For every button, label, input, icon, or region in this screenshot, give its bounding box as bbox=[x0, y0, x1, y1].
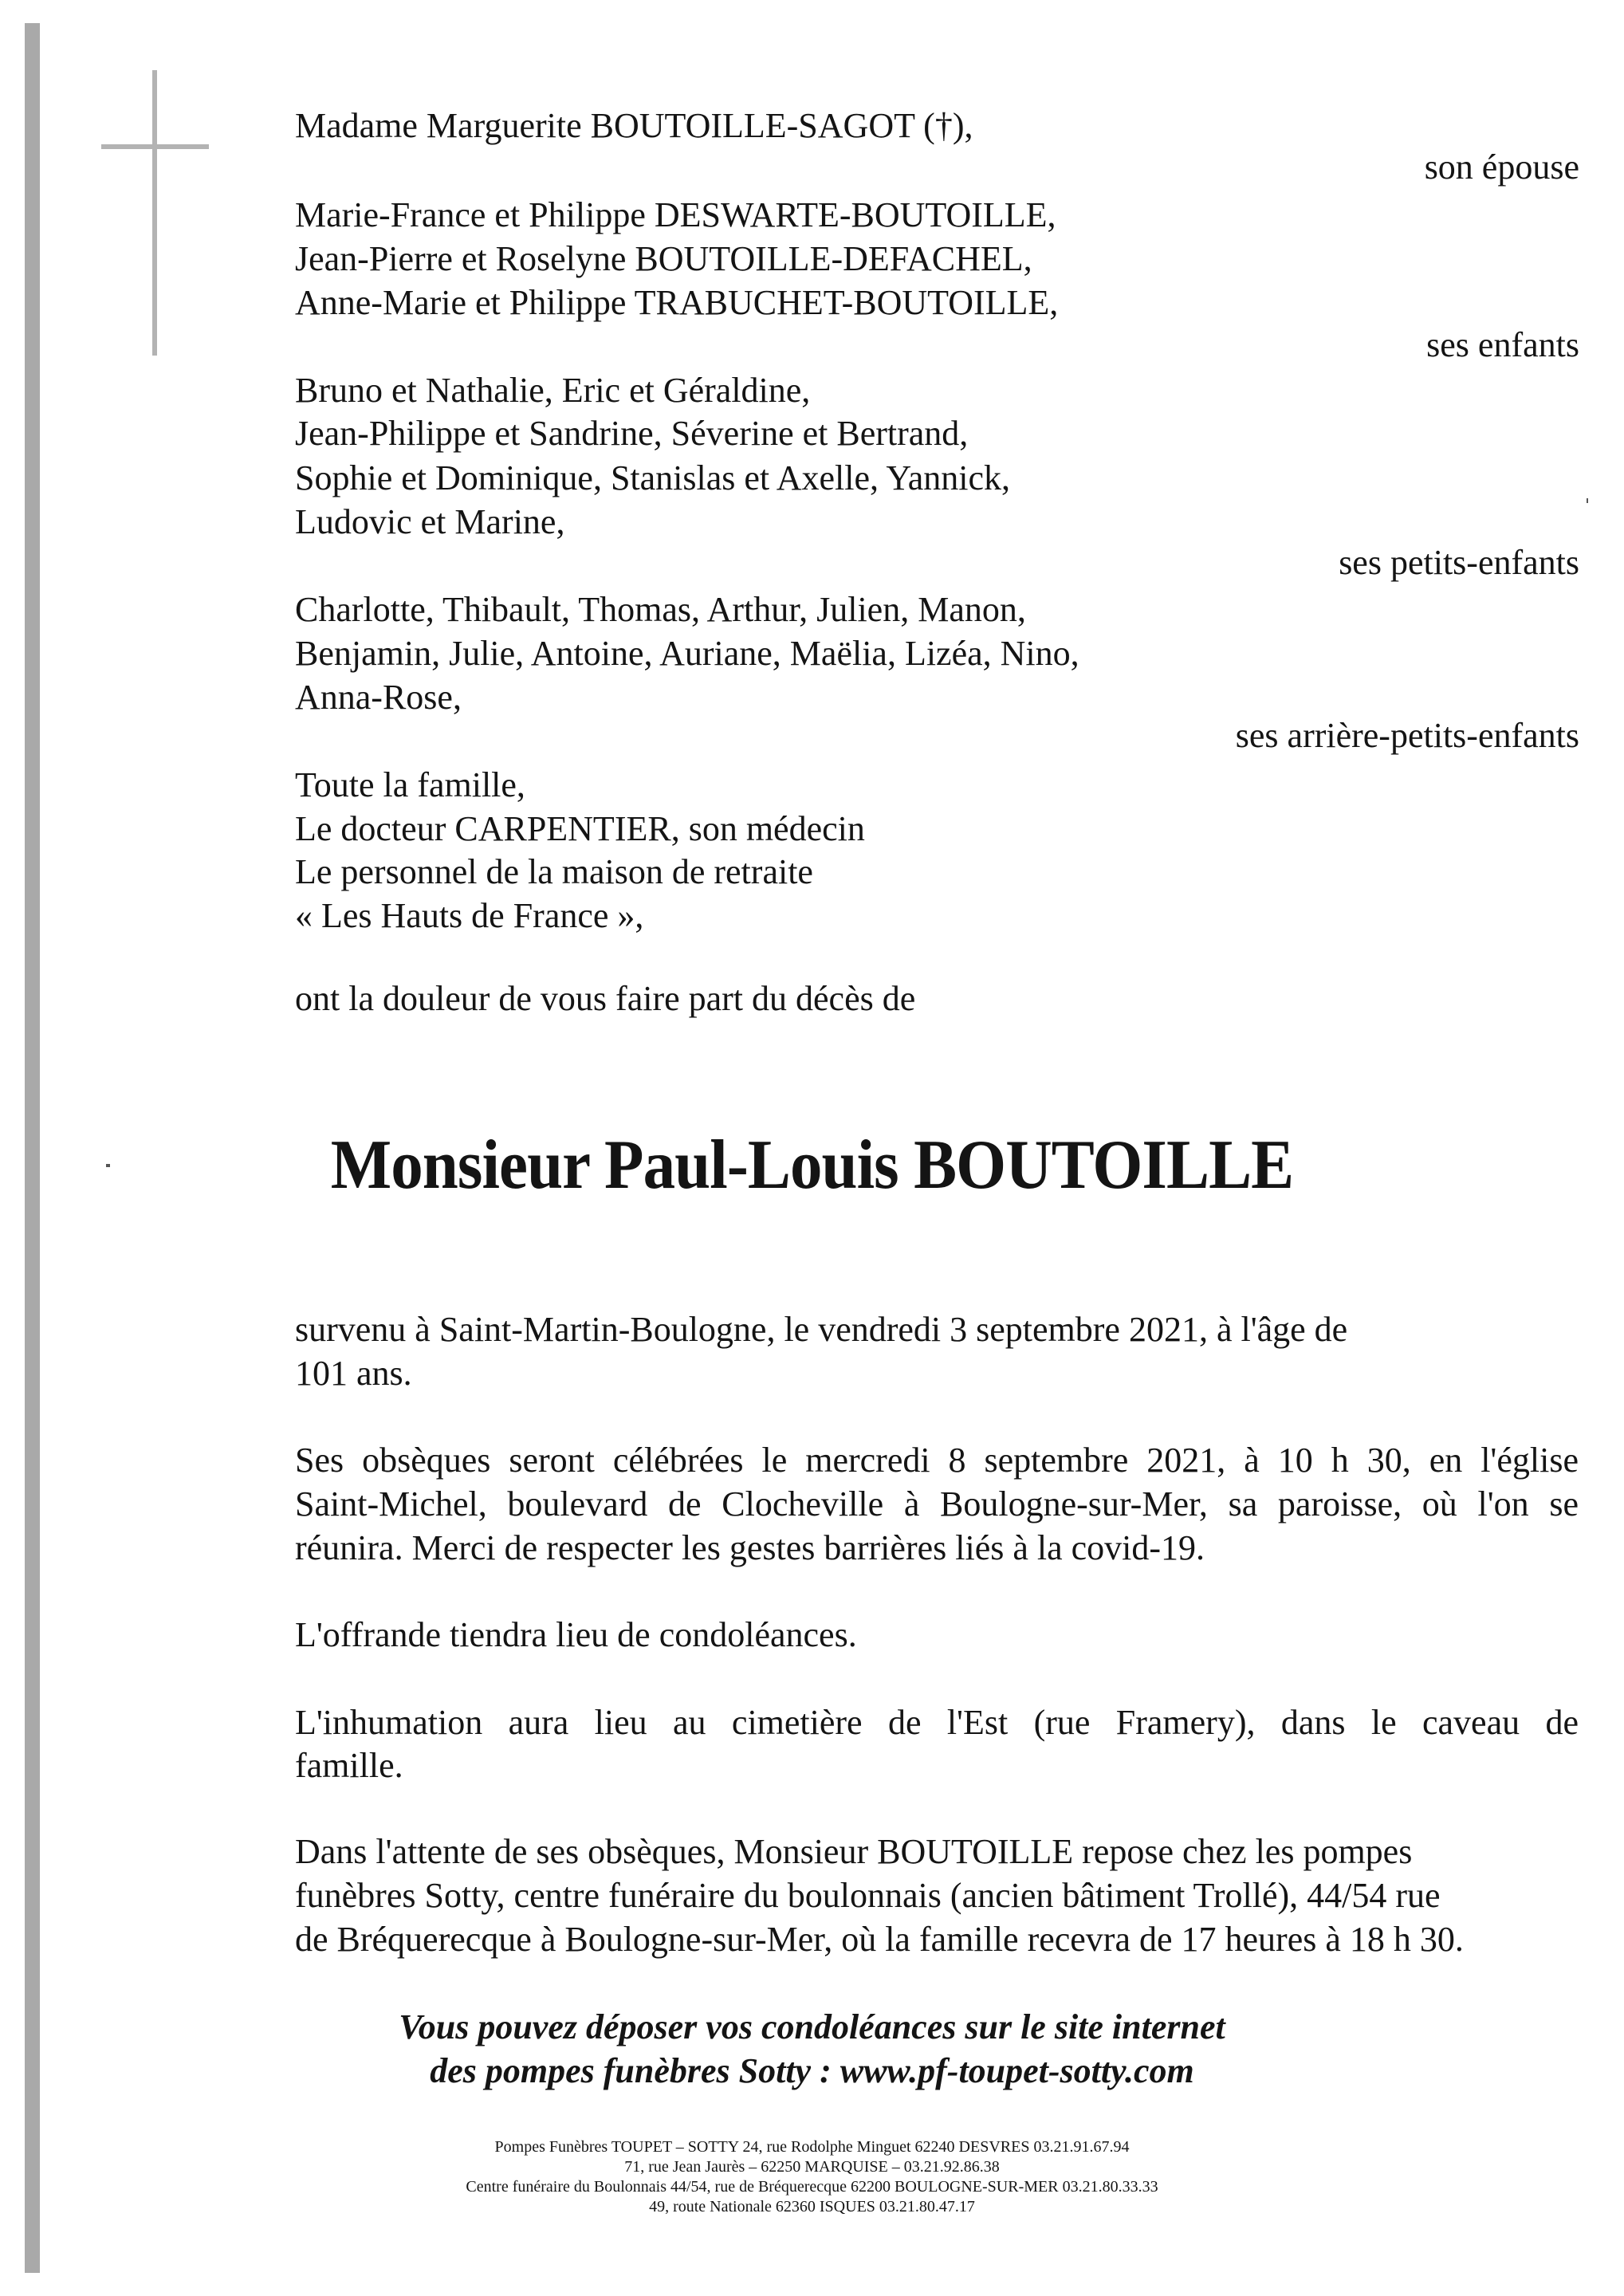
grandchildren-line: Jean-Philippe et Sandrine, Séverine et Bertrand, bbox=[295, 414, 969, 453]
burial-paragraph-line: famille. bbox=[295, 1746, 403, 1785]
grandchildren-line: Ludovic et Marine, bbox=[295, 502, 565, 541]
funeral-paragraph-line: Saint-Michel, boulevard de Clocheville à Boulogne-sur-Mer, sa paroisse, où l'on se bbox=[295, 1484, 1579, 1523]
cross-horizontal-stroke bbox=[101, 144, 209, 149]
relation-great-grandchildren: ses arrière-petits-enfants bbox=[1235, 716, 1579, 755]
repose-paragraph-line: Dans l'attente de ses obsèques, Monsieur BOUTOILLE repose chez les pompes bbox=[295, 1832, 1413, 1871]
others-line: Le docteur CARPENTIER, son médecin bbox=[295, 809, 865, 848]
condolences-website-line[interactable]: des pompes funèbres Sotty : www.pf-toupet-sotty.com bbox=[430, 2051, 1194, 2090]
repose-paragraph-line: funèbres Sotty, centre funéraire du boulonnais (ancien bâtiment Trollé), 44/54 rue bbox=[295, 1876, 1441, 1915]
great-grandchildren-line: Anna-Rose, bbox=[295, 678, 462, 717]
children-line: Anne-Marie et Philippe TRABUCHET-BOUTOILLE, bbox=[295, 283, 1059, 322]
deceased-name-heading: Monsieur Paul-Louis BOUTOILLE bbox=[330, 1126, 1294, 1204]
grandchildren-line: Bruno et Nathalie, Eric et Géraldine, bbox=[295, 371, 811, 410]
others-line: « Les Hauts de France », bbox=[295, 896, 644, 935]
death-paragraph-line: survenu à Saint-Martin-Boulogne, le vendredi 3 septembre 2021, à l'âge de bbox=[295, 1310, 1348, 1349]
relation-children: ses enfants bbox=[1426, 325, 1579, 364]
funeral-paragraph-line: réunira. Merci de respecter les gestes barrières liés à la covid-19. bbox=[295, 1528, 1205, 1567]
great-grandchildren-line: Charlotte, Thibault, Thomas, Arthur, Julien, Manon, bbox=[295, 590, 1026, 629]
left-margin-bar bbox=[25, 23, 40, 2273]
offering-line: L'offrande tiendra lieu de condoléances. bbox=[295, 1615, 857, 1654]
footer-address-line: 49, route Nationale 62360 ISQUES 03.21.80.47.17 bbox=[649, 2198, 975, 2215]
scan-speck bbox=[106, 1164, 110, 1167]
funeral-paragraph-line: Ses obsèques seront célébrées le mercredi 8 septembre 2021, à 10 h 30, en l'église bbox=[295, 1441, 1579, 1480]
death-paragraph-line: 101 ans. bbox=[295, 1354, 412, 1393]
scan-speck bbox=[1587, 498, 1588, 503]
footer-address-line: Centre funéraire du Boulonnais 44/54, rue de Bréquerecque 62200 BOULOGNE-SUR-MER 03.21.80.33.33 bbox=[466, 2178, 1158, 2196]
repose-paragraph-line: de Bréquerecque à Boulogne-sur-Mer, où la famille recevra de 17 heures à 18 h 30. bbox=[295, 1920, 1464, 1959]
others-line: Toute la famille, bbox=[295, 765, 525, 804]
great-grandchildren-line: Benjamin, Julie, Antoine, Auriane, Maëlia, Lizéa, Nino, bbox=[295, 634, 1079, 673]
cross-vertical-stroke bbox=[152, 70, 157, 356]
spouse-line: Madame Marguerite BOUTOILLE-SAGOT (†), bbox=[295, 106, 973, 145]
burial-paragraph-line: L'inhumation aura lieu au cimetière de l'Est (rue Framery), dans le caveau de bbox=[295, 1703, 1579, 1742]
footer-address-line: Pompes Funèbres TOUPET – SOTTY 24, rue Rodolphe Minguet 62240 DESVRES 03.21.91.67.94 bbox=[494, 2138, 1130, 2156]
others-line: Le personnel de la maison de retraite bbox=[295, 852, 813, 891]
grandchildren-line: Sophie et Dominique, Stanislas et Axelle, Yannick, bbox=[295, 458, 1011, 497]
footer-address-line: 71, rue Jean Jaurès – 62250 MARQUISE – 03.21.92.86.38 bbox=[624, 2158, 1000, 2176]
relation-grandchildren: ses petits-enfants bbox=[1339, 543, 1579, 582]
children-line: Marie-France et Philippe DESWARTE-BOUTOILLE, bbox=[295, 195, 1056, 234]
children-line: Jean-Pierre et Roselyne BOUTOILLE-DEFACHEL, bbox=[295, 239, 1032, 278]
condolences-line: Vous pouvez déposer vos condoléances sur le site internet bbox=[399, 2007, 1225, 2046]
announcement-line: ont la douleur de vous faire part du décès de bbox=[295, 979, 916, 1018]
relation-spouse: son épouse bbox=[1424, 147, 1579, 187]
